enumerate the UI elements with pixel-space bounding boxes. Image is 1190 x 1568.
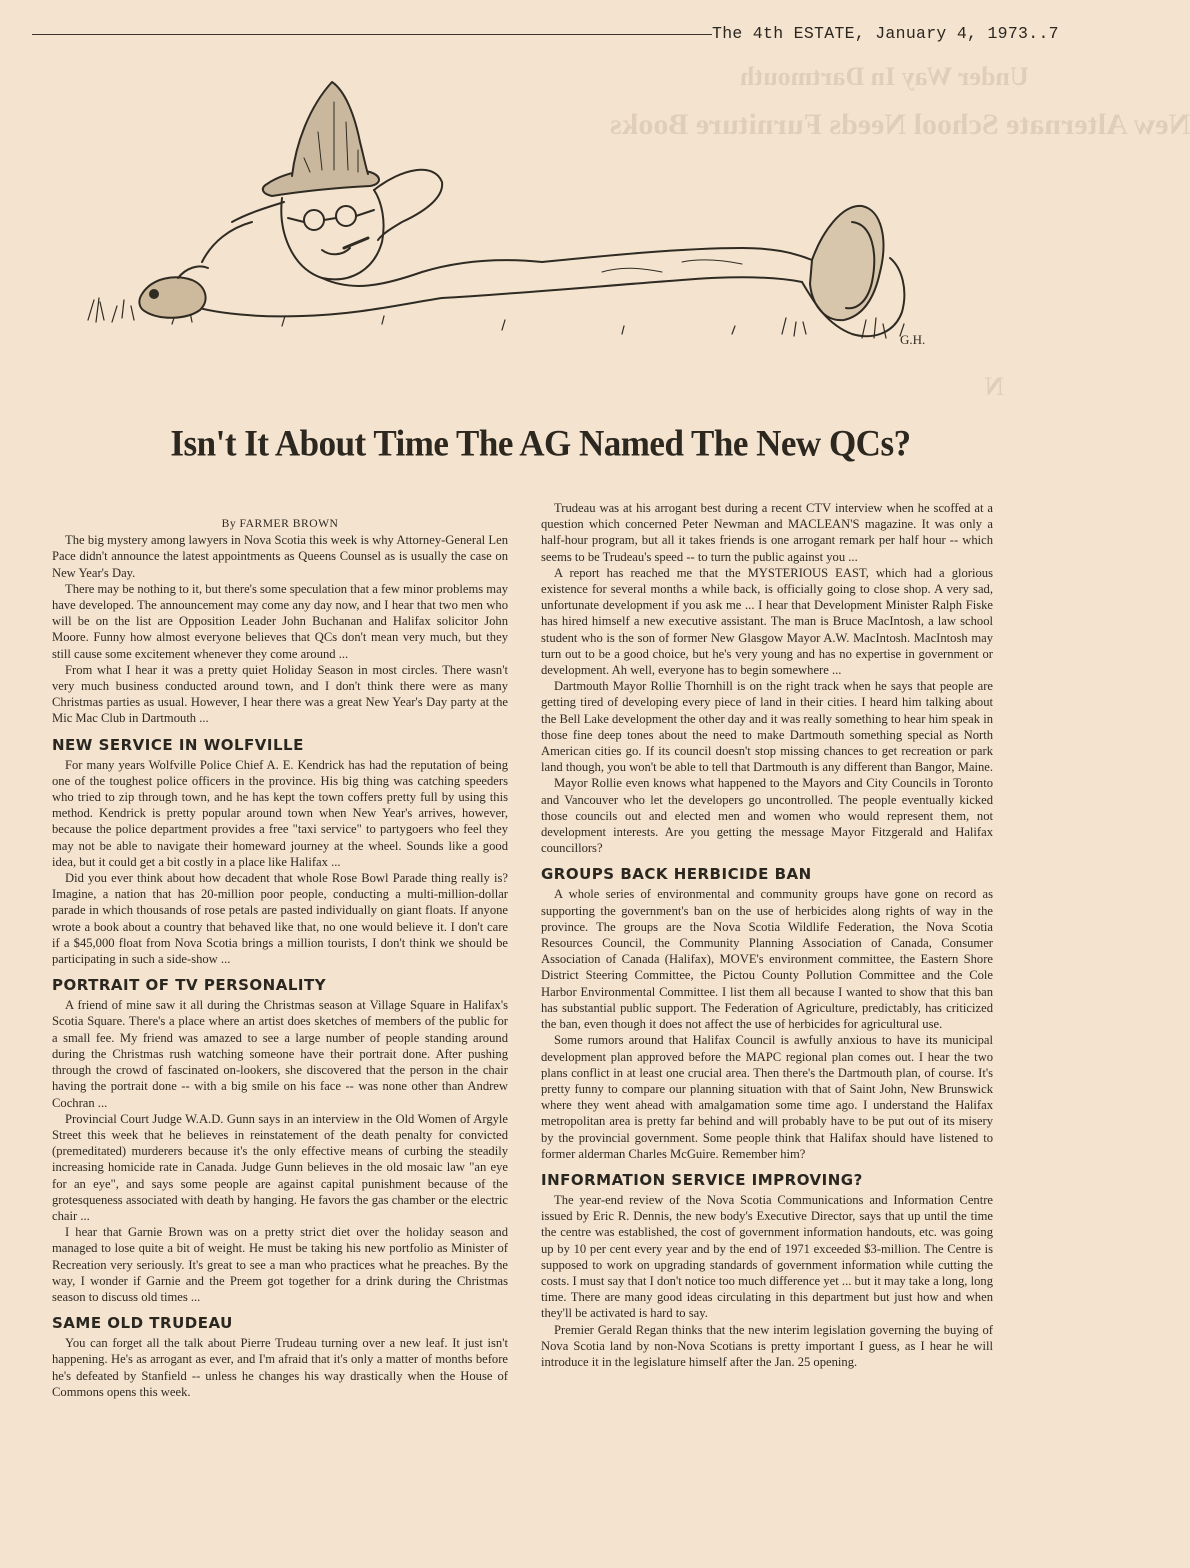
paragraph: There may be nothing to it, but there's some speculation that a few minor problems may have developed. The announcement may come any day now, and I hear that two men who will be on the list are Opposition Leader John Buchanan and Halifax solicitor John Moore. Funny how almost everyone believes that QCs don't mean very much, but they still cause some excitement whenever they come around ... <box>52 581 508 661</box>
paragraph: Premier Gerald Regan thinks that the new interim legislation governing the buying of Nova Scotia land by non-Nova Scotians is pretty important I guess, as I hear he will introduce it in the legislature himself after the Jan. 25 opening. <box>541 1322 993 1369</box>
paragraph: The year-end review of the Nova Scotia Communications and Information Centre issued by Eric R. Dennis, the new body's Executive Director, says that up until the time the centre was established, the cost of government information handouts, etc. was going up by 10 per cent every year and by the end of 1971 exceeded $3-million. The Centre is supposed to work on upgrading standards of government information while cutting the costs. I must say that I don't notice too much difference yet ... but it may take a long, long time. There are many good ideas circulating in this department but just how and when they'll be activated is hard to say. <box>541 1192 993 1321</box>
byline: By FARMER BROWN <box>221 517 339 530</box>
masthead: The 4th ESTATE, January 4, 1973..7 <box>712 24 1059 43</box>
paragraph: A whole series of environmental and community groups have gone on record as supporting the government's ban on the use of herbicides along rights of way in the province. The groups are the Nova Scotia Wildlife Federation, the Nova Scotia Resources Council, the Community Planning Association of Canada, Consumer Association of Canada (Halifax), MOVE's environment committee, the Eastern Shore District Steering Committee, the Pictou County Pollution Committee and the Cole Harbor Environmental Committee. I list them all because I wanted to show that this ban has substantial public support. The Federation of Agriculture, predictably, has criticized the ban, even though it does not affect the use of herbicides for agricultural use. <box>541 887 993 1032</box>
paragraph: A report has reached me that the MYSTERIOUS EAST, which had a glorious existence for several months a while back, is officially going to close shop. A very sad, unfortunate development if you ask me ... I hear that Development Minister Ralph Fiske has hired himself a new executive assistant. The man is Bruce MacIntosh, a law school student who is the son of former New Glasgow Mayor A.W. MacIntosh. MacIntosh may turn out to be a good choice, but he's very young and has no expertise in government or development. Ah well, everyone has to begin somewhere ... <box>541 565 993 678</box>
paragraph: You can forget all the talk about Pierre Trudeau turning over a new leaf. It just isn't happening. He's as arrogant as ever, and I'm afraid that it's only a matter of months before he's defeated by Stanfield -- unless he changes his way drastically when the House of Commons opens this week. <box>52 1336 508 1399</box>
paragraph: Provincial Court Judge W.A.D. Gunn says in an interview in the Old Women of Argyle Street this week that he believes in reinstatement of the death penalty for convicted (premeditated) murderers because it's the only effective means of curbing the steadily increasing homicide rate in Canada. Judge Gunn believes in the old mosaic law "an eye for an eye", and says some people are against capital punishment because of the grotesqueness associated with death by hanging. He favors the gas chamber or the electric chair ... <box>52 1111 508 1223</box>
section-heading: PORTRAIT OF TV PERSONALITY <box>52 976 327 995</box>
paragraph: Mayor Rollie even knows what happened to the Mayors and City Councils in Toronto and Vancouver who let the developers go uncontrolled. The people eventually kicked those councils out and elected men and women who would represent them, not development interests. Are you getting the message Mayor Fitzgerald and Halifax councillors? <box>541 776 993 856</box>
show-through-text: N <box>985 372 1004 401</box>
headline: Isn't It About Time The AG Named The New QCs? <box>170 423 911 464</box>
section-heading: SAME OLD TRUDEAU <box>52 1314 233 1333</box>
farmer-face <box>281 190 383 279</box>
dog-head <box>139 277 205 317</box>
section-heading: GROUPS BACK HERBICIDE BAN <box>541 865 812 884</box>
right-column <box>541 500 993 1370</box>
paragraph: For many years Wolfville Police Chief A. E. Kendrick has had the reputation of being one of the toughest police officers in the province. His big thing was catching speeders who tried to zip through town, and he has kept the town coffers pretty full by using this method. Kendrick is pretty popular around town when New Year's arrives, however, because the police department provides a free "taxi service" to partygoers who feel they may not be able to navigate their homeward journey at the wheel. Sounds like a good idea, but it could get a bit costly in a place like Halifax ... <box>52 757 508 869</box>
left-column <box>52 500 508 1400</box>
grass <box>88 298 904 338</box>
farmer-legs <box>442 248 812 298</box>
paragraph: Dartmouth Mayor Rollie Thornhill is on the right track when he says that people are getting tired of developing every piece of land in their cities. I heard him talking about the Bell Lake development the other day and it was really something to hear him speak in those fine deep tones about the need to make Dartmouth something special as North American cities go. If its council doesn't stop missing chances to get recreation or park land though, you won't be able to tell that Dartmouth is any different than Bangor, Maine. <box>541 679 994 775</box>
section-heading: NEW SERVICE IN WOLFVILLE <box>52 735 304 754</box>
header-rule <box>32 34 712 35</box>
paragraph: I hear that Garnie Brown was on a pretty strict diet over the holiday season and managed to lose quite a bit of weight. He must be taking his new portfolio as Minister of Recreation very seriously. It's great to see a man who practices what he preaches. By the way, I wonder if Garnie and the Preem got together for a drink during the Christmas season to discuss old times ... <box>52 1225 508 1304</box>
paragraph: A friend of mine saw it all during the Christmas season at Village Square in Halifax's Scotia Square. There's a place where an artist does sketches of members of the public for a small fee. My friend was amazed to see a large number of people standing around during the Christmas rush watching someone have their portrait done. After pushing through the crowd of fascinated on-lookers, she discovered that the person in the chair having the portrait done -- with a big smile on his face -- was none other than Andrew Cochran ... <box>52 998 508 1110</box>
farmer-body <box>182 202 442 316</box>
show-through-text: Under Way In Dartmouth <box>740 62 1029 91</box>
section-heading: INFORMATION SERVICE IMPROVING? <box>541 1170 863 1189</box>
paragraph: The big mystery among lawyers in Nova Scotia this week is why Attorney-General Len Pace didn't announce the latest appointments as Queens Counsel as is usually the case on New Year's Day. <box>52 533 508 580</box>
paragraph: Some rumors around that Halifax Council is awfully anxious to have its municipal development plan approved before the MAPC regional plan comes out. I hear the two plans conflict in at least one crucial area. Then there's the Dartmouth plan, of course. It's pretty funny to compare our planning situation with that of Saint John, New Brunswick where they went ahead with amalgamation some time ago. I understand the Halifax metropolitan area is pretty far behind and will probably have to be put out of its misery by the provincial government. Some people think that Halifax should have listened to former alderman Charles McGuire. Remember him? <box>541 1033 993 1161</box>
farmer-cartoon-illustration <box>82 72 926 372</box>
paragraph: From what I hear it was a pretty quiet Holiday Season in most circles. There wasn't very much business conducted around town, and I don't think there were as many Christmas parties as usual. However, I hear there was a great New Year's Day party at the Mic Mac Club in Dartmouth ... <box>52 662 508 726</box>
paragraph: Trudeau was at his arrogant best during a recent CTV interview when he scoffed at a question which concerned Peter Newman and MACLEAN'S magazine. It was only a half-hour program, but all it takes friends is one arrogant remark per half hour -- which seems to be Trudeau's speed -- to turn the public against you ... <box>541 501 993 564</box>
show-through-text: New Alternate School Needs Furniture Books <box>610 108 1190 141</box>
artist-signature: G.H. <box>900 332 926 347</box>
paragraph: Did you ever think about how decadent that whole Rose Bowl Parade thing really is? Imagine, a nation that has 20-million poor people, conducting a multi-million-dollar parade in which thousands of rose petals are pasted individually on giant floats. If anyone wrote a book about a country that behaved like that, no one would believe it. I don't care if a $45,000 float from Nova Scotia brings a million tourists, I don't think we should be participating in such a side-show ... <box>52 871 508 967</box>
farmer-boots <box>810 206 883 320</box>
